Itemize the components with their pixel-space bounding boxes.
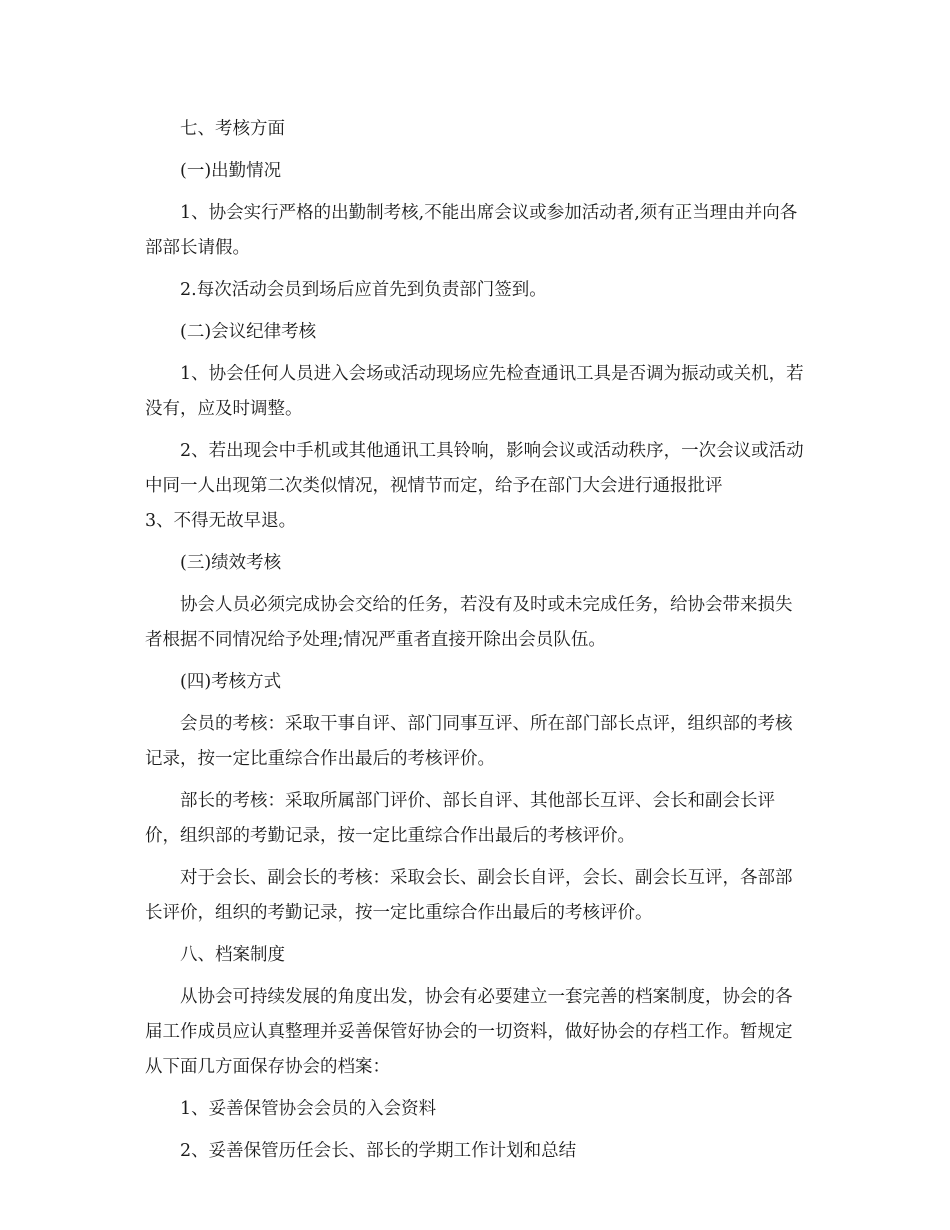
section-heading-archives: 八、档案制度 [180, 945, 285, 965]
document-body [145, 112, 805, 1176]
paragraph: 从协会可持续发展的角度出发，协会有必要建立一套完善的档案制度，协会的各届工作成员应认真整理并妥善保管好协会的一切资料，做好协会的存档工作。暂规定从下面几方面保存协会的档案： [145, 987, 793, 1077]
paragraph: 2、若出现会中手机或其他通讯工具铃响，影响会议或活动秩序，一次会议或活动中同一人出现第二次类似情况，视情节而定，给予在部门大会进行通报批评 [145, 441, 804, 496]
subsection-heading-assessment-method: (四)考核方式 [180, 672, 282, 692]
paragraph: 部长的考核：采取所属部门评价、部长自评、其他部长互评、会长和副会长评价，组织部的考勤记录，按一定比重综合作出最后的考核评价。 [145, 791, 775, 846]
paragraph: 2、妥善保管历任会长、部长的学期工作计划和总结 [180, 1141, 577, 1161]
subsection-heading-meeting-discipline: (二)会议纪律考核 [180, 322, 317, 342]
paragraph: 会员的考核：采取干事自评、部门同事互评、所在部门部长点评，组织部的考核记录，按一定比重综合作出最后的考核评价。 [145, 714, 793, 769]
paragraph: 协会人员必须完成协会交给的任务，若没有及时或未完成任务，给协会带来损失者根据不同情况给予处理;情况严重者直接开除出会员队伍。 [145, 595, 793, 650]
paragraph: 3、不得无故早退。 [145, 511, 297, 531]
subsection-heading-performance: (三)绩效考核 [180, 553, 282, 573]
section-heading-assessment: 七、考核方面 [180, 119, 285, 139]
subsection-heading-attendance: (一)出勤情况 [180, 161, 282, 181]
paragraph: 1、协会任何人员进入会场或活动现场应先检查通讯工具是否调为振动或关机，若没有，应及时调整。 [145, 364, 804, 419]
paragraph: 2.每次活动会员到场后应首先到负责部门签到。 [180, 280, 547, 300]
paragraph: 对于会长、副会长的考核：采取会长、副会长自评，会长、副会长互评，各部部长评价，组织的考勤记录，按一定比重综合作出最后的考核评价。 [145, 868, 793, 923]
paragraph: 1、协会实行严格的出勤制考核,不能出席会议或参加活动者,须有正当理由并向各部部长请假。 [145, 203, 798, 258]
paragraph: 1、妥善保管协会会员的入会资料 [180, 1099, 437, 1119]
